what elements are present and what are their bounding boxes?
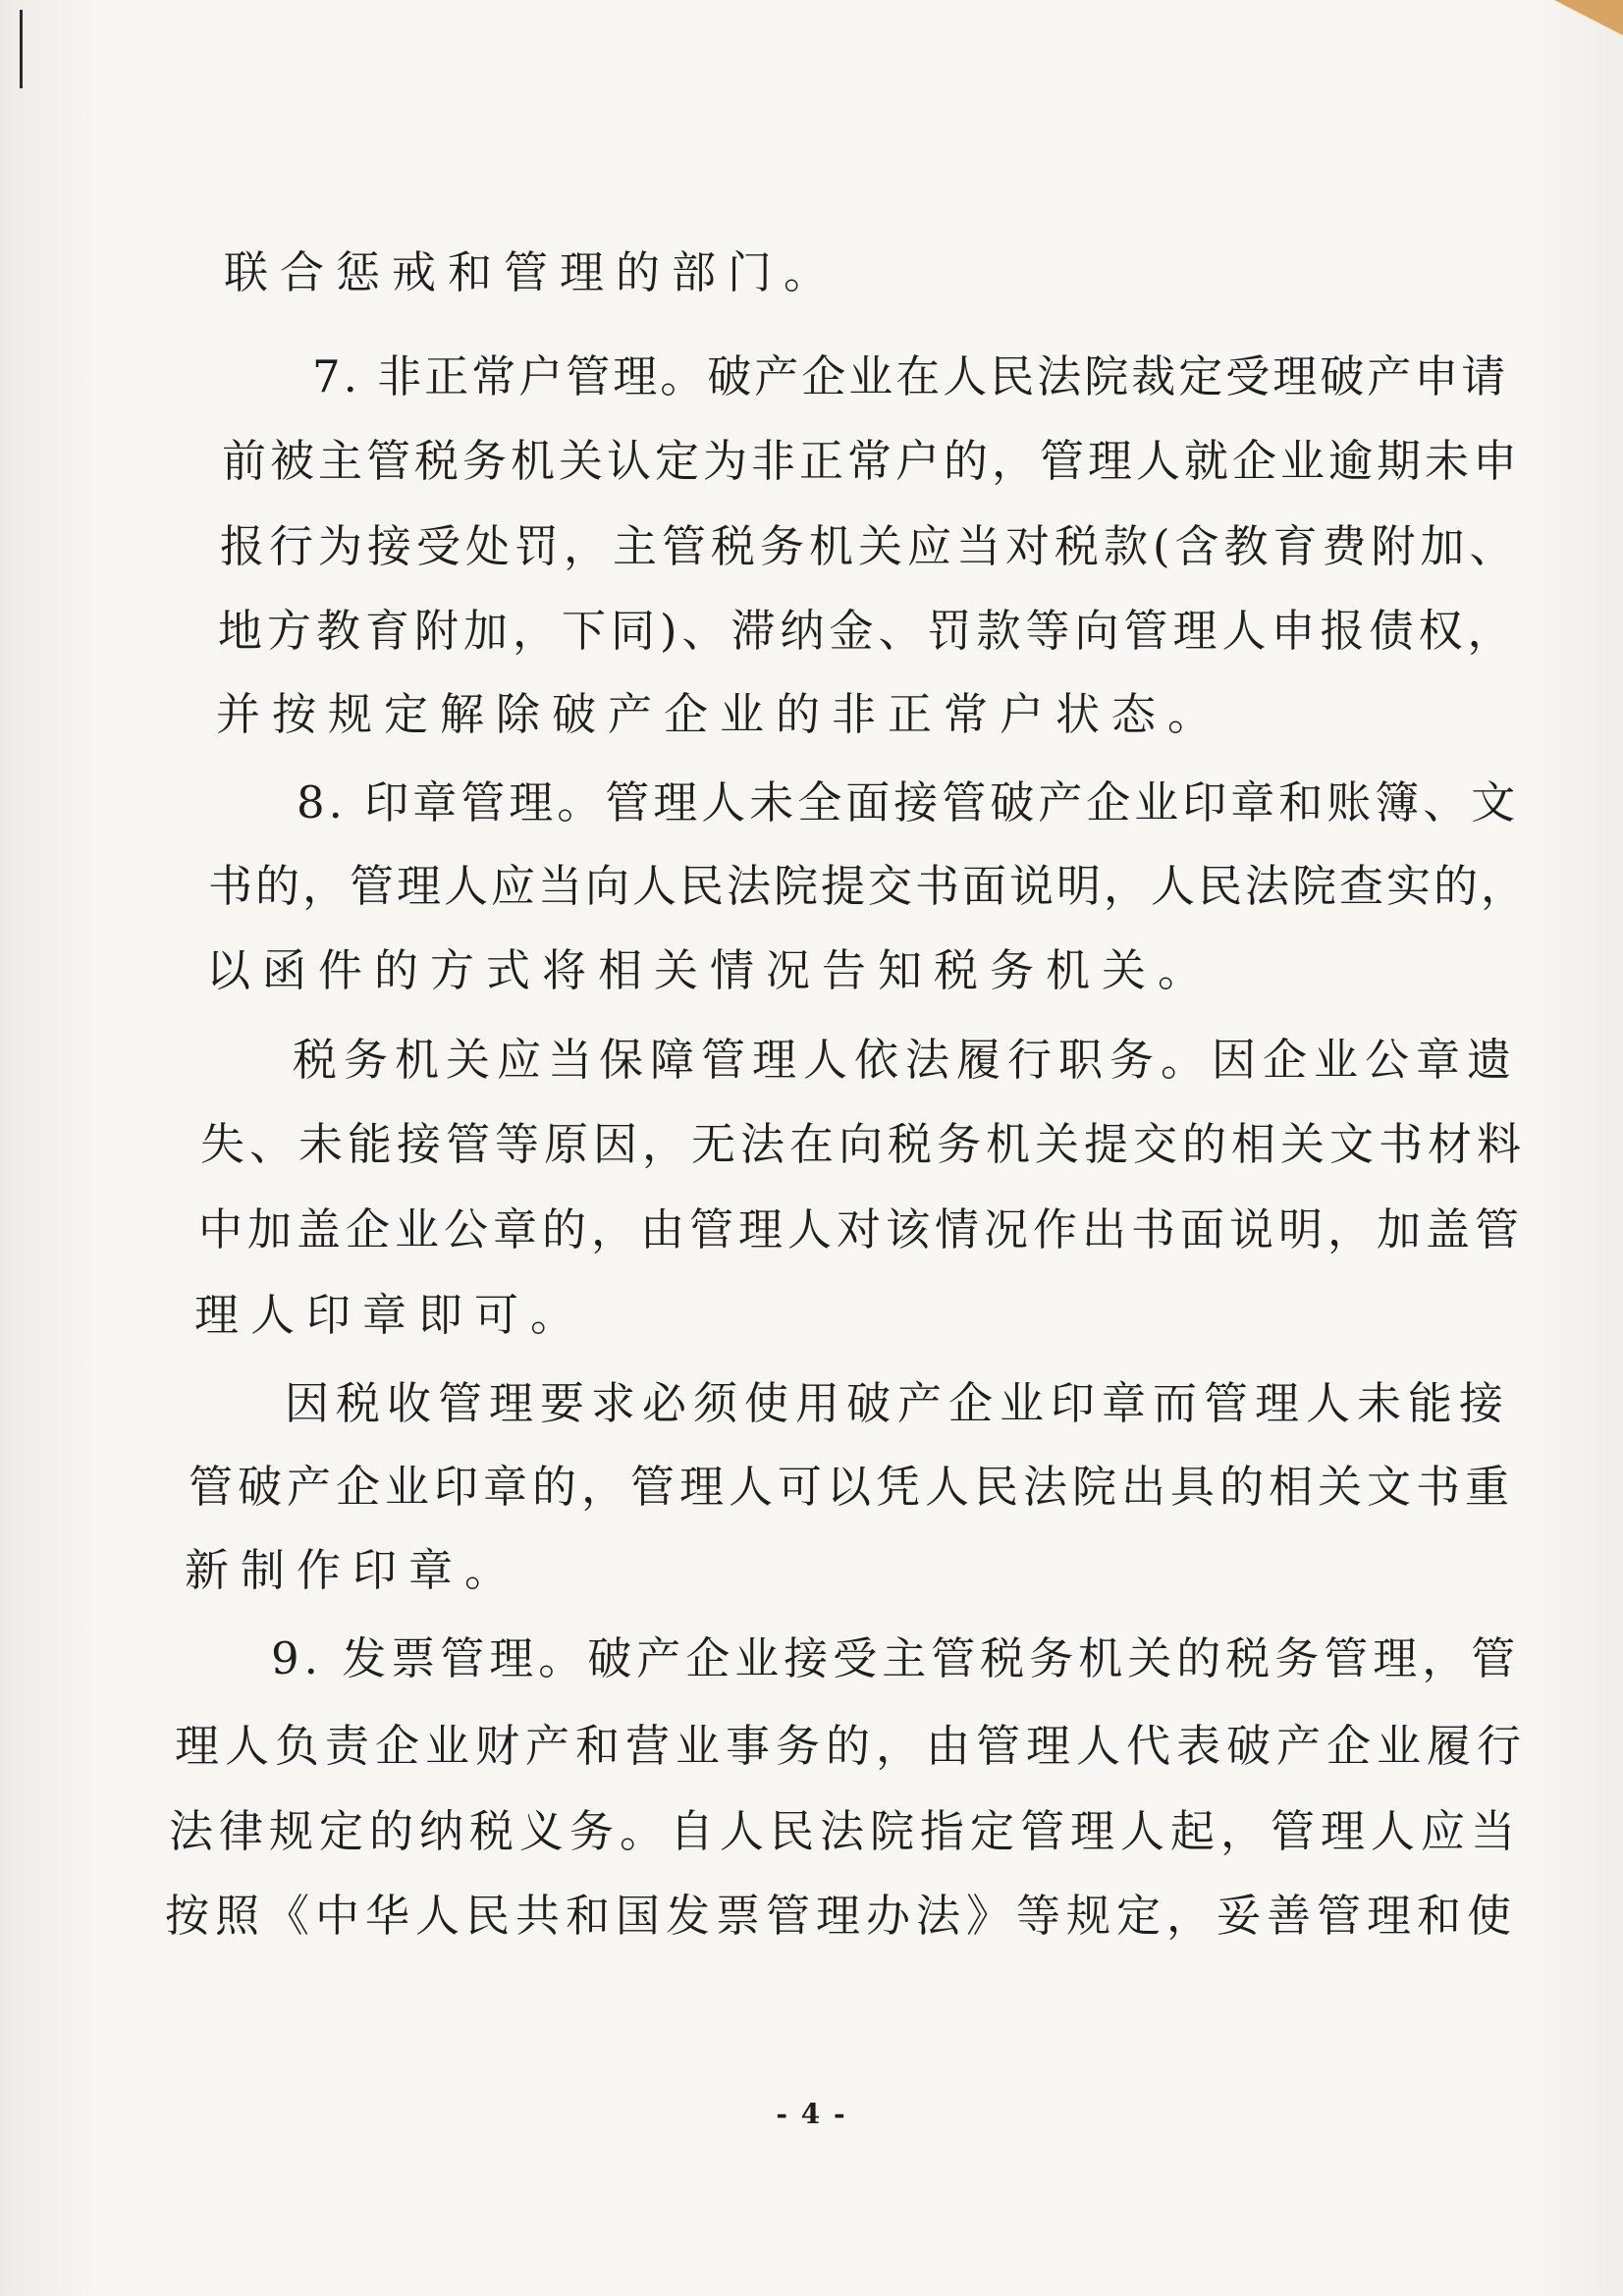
text-line-14: 因税收管理要求必须使用破产企业印章而管理人未能接 bbox=[285, 1377, 1511, 1429]
text-line-20: 按照《中华人民共和国发票管理办法》等规定，妥善管理和使 bbox=[165, 1890, 1518, 1942]
text-line-6: 并按规定解除破产企业的非正常户状态。 bbox=[216, 688, 1224, 740]
text-line-17: 9. 发票管理。破产企业接受主管税务机关的税务管理，管 bbox=[271, 1632, 1521, 1684]
text-line-12: 中加盖企业公章的，由管理人对该情况作出书面说明，加盖管 bbox=[198, 1203, 1525, 1255]
text-line-16: 新制作印章。 bbox=[185, 1544, 521, 1596]
text-line-4: 报行为接受处罚，主管税务机关应当对税款(含教育费附加、 bbox=[220, 520, 1519, 572]
text-line-3: 前被主管税务机关认定为非正常户的，管理人就企业逾期未申 bbox=[222, 435, 1522, 487]
text-line-10: 税务机关应当保障管理人依法履行职务。因企业公章遗 bbox=[293, 1034, 1519, 1086]
text-line-19: 法律规定的纳税义务。自人民法院指定管理人起，管理人应当 bbox=[169, 1805, 1522, 1857]
page-number: - 4 - bbox=[776, 2098, 847, 2130]
scan-edge-mark bbox=[20, 10, 23, 88]
text-line-13: 理人印章即可。 bbox=[194, 1289, 587, 1341]
text-line-5: 地方教育附加，下同)、滞纳金、罚款等向管理人申报债权， bbox=[218, 605, 1517, 657]
text-line-2: 7. 非正常户管理。破产企业在人民法院裁定受理破产申请 bbox=[312, 350, 1509, 402]
text-line-11: 失、未能接管等原因，无法在向税务机关提交的相关文书材料 bbox=[200, 1118, 1527, 1170]
text-line-15: 管破产企业印章的，管理人可以凭人民法院出具的相关文书重 bbox=[189, 1461, 1515, 1513]
text-line-18: 理人负责企业财产和营业事务的，由管理人代表破产企业履行 bbox=[175, 1720, 1528, 1772]
text-line-1: 联合惩戒和管理的部门。 bbox=[224, 246, 840, 298]
text-line-8: 书的，管理人应当向人民法院提交书面说明，人民法院查实的， bbox=[208, 860, 1529, 912]
text-line-9: 以函件的方式将相关情况告知税务机关。 bbox=[206, 944, 1215, 996]
page-corner-fold bbox=[1554, 0, 1623, 35]
text-line-7: 8. 印章管理。管理人未全面接管破产企业印章和账簿、文 bbox=[297, 776, 1520, 828]
